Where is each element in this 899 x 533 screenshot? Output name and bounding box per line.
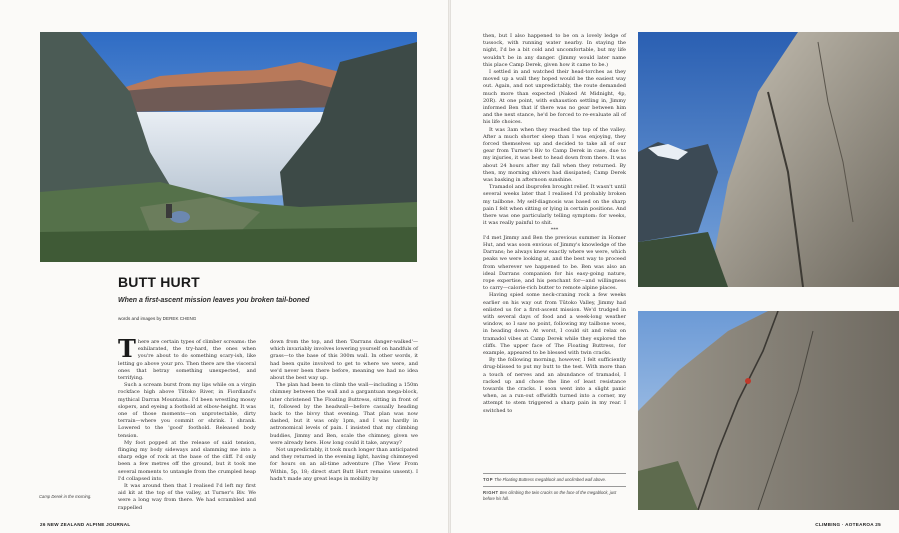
- body-paragraph: I'd met Jimmy and Ben the previous summer in Homer Hut, and was soon envious of Jimmy's knowledge of the Darrans; he always knew exactly where we were, which peaks we were looking at, and the best way to proceed from wherever we happened to be. Ben was also an ideal Darrans companion for his easy-going nature, rope expertise, and his penchant for—and willingness to carry—calorie-rich butter to remote alpine places.: [483, 234, 626, 292]
- section-title: CLIMBING · AOTEAROA: [815, 522, 874, 527]
- photo-twin-cracks: [638, 311, 899, 510]
- caption-rule: [483, 473, 626, 474]
- body-paragraph: It was around then that I realised I'd left my first aid kit at the top of the valley, at Turner's Biv. We were a long way from there. We had scrambled and rappelled: [118, 483, 256, 511]
- caption-rule: [483, 486, 626, 487]
- article-byline: words and images by DEREK CHENG: [118, 316, 197, 321]
- caption-top: TOP The Floating Buttress megablock and unclimbed wall above.: [483, 477, 606, 482]
- folio-left: [40, 522, 130, 527]
- page-number: 25: [875, 522, 881, 527]
- caption-right: RIGHT Ben climbing the twin cracks on the face of the megablock, just before his fall.: [483, 489, 617, 501]
- body-paragraph: down from the top, and then 'Darrans danger-walked'—which invariably involves lowering yourself on handfuls of grass—to the base of this 300m wall. In other words, it had been quite involved to get to where we were, and we'd never been there before, meaning we had no idea about the best way up.: [270, 339, 418, 382]
- section-separator: ***: [550, 227, 559, 234]
- left-page: [0, 0, 448, 533]
- hero-photo-camp-derek: [40, 32, 417, 262]
- body-paragraph: By the following morning, however, I felt sufficiently drug-blissed to put my butt to the test. With more than a touch of nerves and an abundance of tramadol, I racked up and chose the line of least resistance towards the cracks. I soon went into a slight panic when, as a run-out offwidth turned into a corner, my attempt to stem triggered a sharp pain in my rear. I switched to: [483, 357, 626, 414]
- body-paragraph: then, but I also happened to be on a lovely ledge of tussock, with running water nearby. In staying the night, I'd be a bit cold and uncomfortable, but my life wouldn't be in any danger. (Jimmy would later name this place Camp Derek, given how it came to be.): [483, 33, 626, 68]
- photo-caption: Camp Derek in the morning.: [39, 494, 92, 499]
- left-column-2: [270, 339, 418, 483]
- right-page: [451, 0, 899, 533]
- photo-captions: [483, 470, 626, 501]
- article-standfirst: When a first-ascent mission leaves you broken tail-boned: [118, 297, 310, 304]
- body-paragraph: I settled in and watched their head-torches as they moved up a wall they hoped would be the easiest way out. Again, and not unpredictably, the route demanded much more than expected (Naked At Midnight, 4p, 20R). At one point, with exhaustion settling in, Jimmy informed Ben that if there was no gear between him and the next stance, he'd be forced to re-evaluate all of his life choices.: [483, 69, 626, 126]
- right-column-1: [483, 33, 626, 415]
- drop-cap: T: [118, 334, 136, 363]
- body-paragraph: Such a scream burst from my lips while on a virgin rockface high above Tūtoko River, in Fiordland's mythical Darran Mountains. I'd been wrestling mossy slopers, and eyeing a foothold at elbow-height. It was one of those moments—on unprotectable, dirty terrain—where you commit or shrink. I shrank. Lowered to the 'good' foothold. Released body tension.: [118, 382, 256, 439]
- body-paragraph: There are certain types of climber screams: the exhilarated, the try-hard, the ones when you're about to do something scary-ish, like letting go above your pro. Then there are the visceral ones that betray something unexpected, and terrifying.: [118, 334, 256, 382]
- body-paragraph: Having spied some neck-craning rock a few weeks earlier on his way out from Tūtoko Valley, Jimmy had enlisted us for a first-ascent mission. We'd trudged in with several days of food and a week-long weather window, so I saw no point, following my tailbone woes, in heading down. At worst, I could sit and relax on tramadol vibes at Camp Derek while they explored the cliffs. The upper face of The Floating Buttress, for example, appeared to be blessed with twin cracks.: [483, 292, 626, 356]
- body-paragraph: It was 3am when they reached the top of the valley. After a much shorter sleep than I was enjoying, they forced themselves up and decided to take all of our gear from Turner's Biv to Camp Derek in case, due to my injuries, it was best to head down from there. It was about 24 hours after my fall when they returned. By then, my morning shivers had dissipated; Camp Derek was basking in afternoon sunshine.: [483, 126, 626, 184]
- journal-title: NEW ZEALAND ALPINE JOURNAL: [47, 522, 131, 527]
- photo-floating-buttress: [638, 32, 899, 287]
- page-number: 26: [40, 522, 46, 527]
- body-paragraph: Not unpredictably, it took much longer than anticipated and they returned in the evening light, having chimneyed for hours on an all-time adventure (The View From Within, 5p, 18; direct start Butt Hurt remains unsent). I hadn't made any great leaps in mobility by: [270, 447, 418, 482]
- body-paragraph: My foot popped at the release of said tension, flinging my body sideways and slamming me into a sharp edge of rock at the base of the cliff. I'd only been a few metres off the ground, but it took me several moments to untangle from the crumpled heap I'd collapsed into.: [118, 439, 256, 482]
- body-paragraph: The plan had been to climb the wall—including a 150m chimney between the wall and a gargantuan mega-block, later christened The Floating Buttress, sitting in front of it, followed by the headwall—before casually heading back to the bivvy that evening. That plan was now dashed, but it was only 1pm, and I was hardly in astronomical levels of pain. I insisted that my climbing buddies, Jimmy and Ben, scale the chimney, given we were already here. How long could it take, anyway?: [270, 382, 418, 446]
- body-paragraph: Tramadol and ibuprofen brought relief. It wasn't until several weeks later that I realised I'd probably broken my tailbone. My self-diagnosis was based on the sharp pain I felt when sitting or lying in certain positions. And there was one particularly telling symptom: for weeks, it was really painful to shit.: [483, 184, 626, 227]
- article-headline: BUTT HURT: [118, 274, 200, 290]
- folio-right: [815, 522, 881, 527]
- left-column-1: [118, 334, 256, 512]
